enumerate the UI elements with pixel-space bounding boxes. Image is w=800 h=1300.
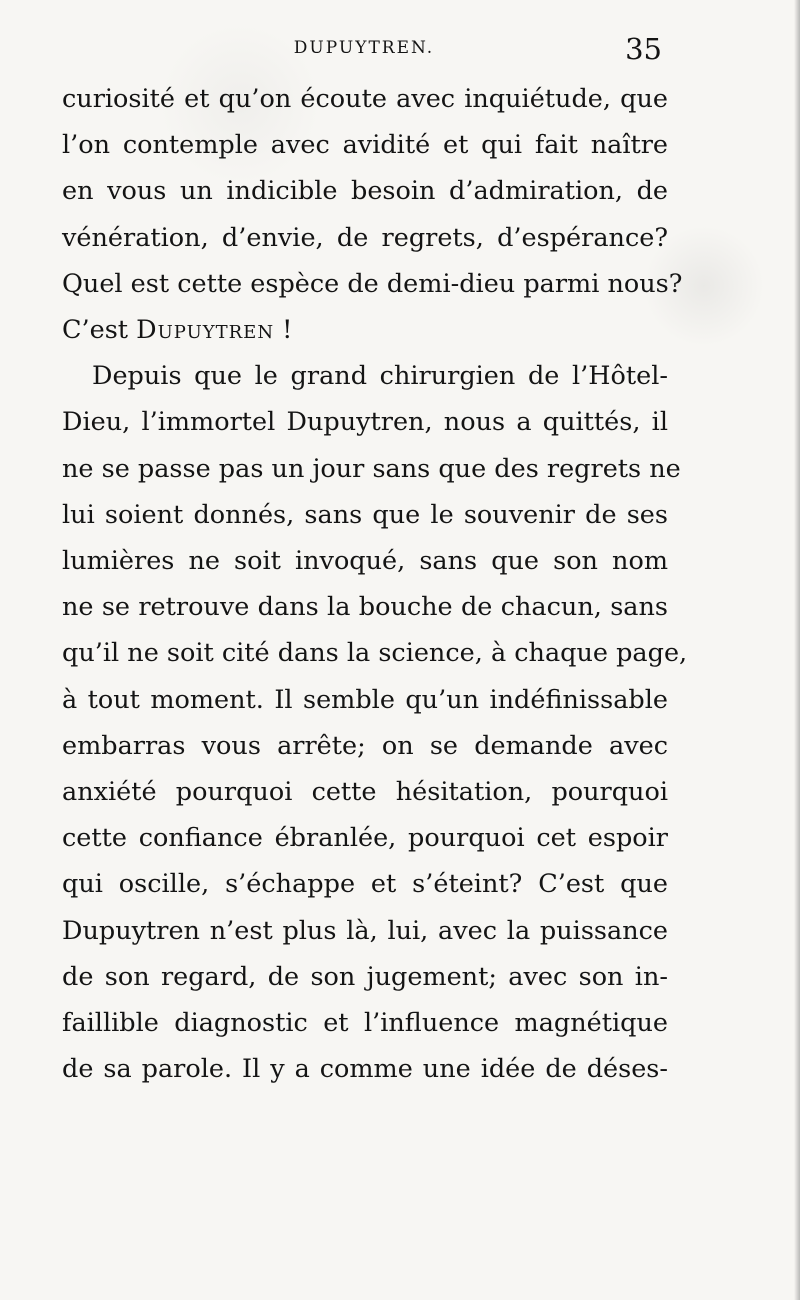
- text-line: curiosité et qu’on écoute avec inquiétude, que: [62, 84, 668, 114]
- cest-prefix: C’est: [62, 315, 137, 346]
- text-line: qui oscille, s’échappe et s’éteint? C’est que: [62, 869, 668, 900]
- text-line: l’on contemple avec avidité et qui fait naître: [62, 130, 668, 161]
- text-line: Dupuytren n’est plus là, lui, avec la puissance: [62, 915, 668, 946]
- text-line: cette confiance ébranlée, pourquoi cet espoir: [62, 823, 668, 854]
- text-line: de son regard, de son jugement; avec son in-: [62, 961, 668, 992]
- running-head: [60, 32, 668, 66]
- text-line: anxiété pourquoi cette hésitation, pourquoi: [62, 777, 668, 808]
- text-line: Dieu, l’immortel Dupuytren, nous a quittés, il: [62, 407, 668, 438]
- body-text: [62, 76, 688, 1092]
- text-line: en vous un indicible besoin d’admiration, de: [62, 176, 668, 207]
- cest-suffix: !: [274, 315, 293, 346]
- text-line: de sa parole. Il y a comme une idée de déses-: [62, 1054, 668, 1085]
- cest-dupuytren-line: [62, 307, 668, 353]
- text-line: Quel est cette espèce de demi-dieu parmi nous?: [62, 268, 683, 299]
- text-line: ne se passe pas un jour sans que des regrets ne: [62, 453, 681, 484]
- text-line: qu’il ne soit cité dans la science, à chaque page,: [62, 638, 688, 669]
- text-line: lui soient donnés, sans que le souvenir de ses: [62, 499, 668, 530]
- text-line: à tout moment. Il semble qu’un indéfinissable: [62, 684, 668, 715]
- paragraph-first-line: Depuis que le grand chirurgien de l’Hôtel-: [92, 361, 668, 392]
- text-line: ne se retrouve dans la bouche de chacun, sans: [62, 592, 668, 623]
- dupuytren-name: Dupuytren: [136, 315, 275, 346]
- page-number: 35: [625, 32, 662, 66]
- text-line: lumières ne soit invoqué, sans que son nom: [62, 546, 668, 577]
- text-line: faillible diagnostic et l’influence magnétique: [62, 1008, 668, 1039]
- text-line: embarras vous arrête; on se demande avec: [62, 730, 668, 761]
- page-edge-shadow: [794, 0, 800, 1300]
- text-line: vénération, d’envie, de regrets, d’espérance?: [62, 222, 668, 253]
- running-title: DUPUYTREN.: [293, 38, 435, 58]
